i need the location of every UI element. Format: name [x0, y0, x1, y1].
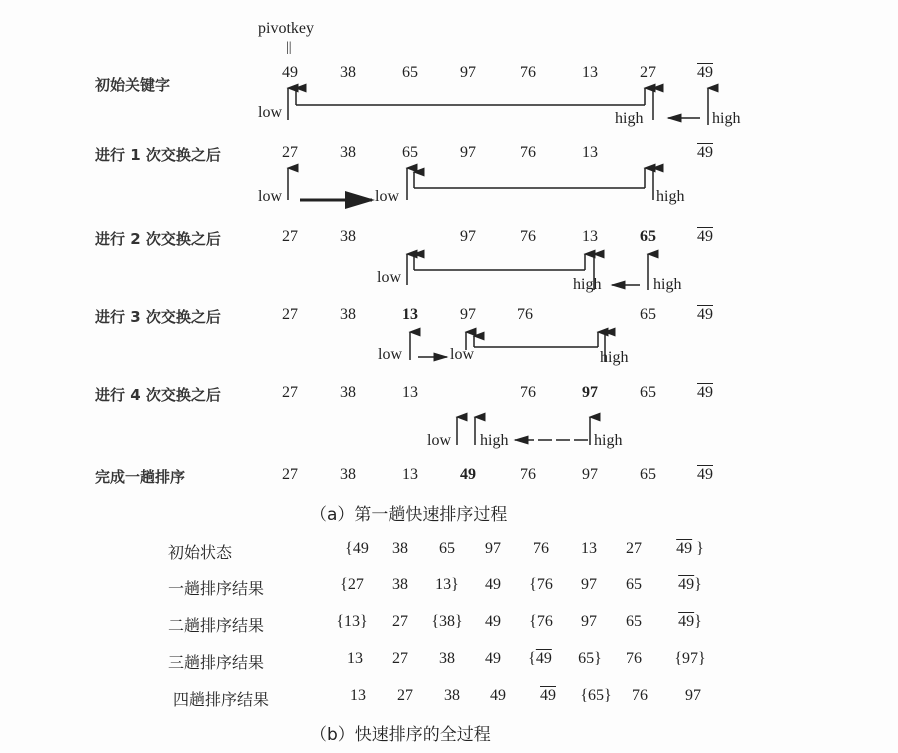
- key-value: 76: [533, 540, 549, 557]
- key-value: 27: [626, 540, 642, 557]
- key-value: 49: [697, 466, 713, 483]
- key-value: {13}: [336, 613, 368, 630]
- key-value: 97: [581, 576, 597, 593]
- key-value: 49: [697, 384, 713, 401]
- high-pointer-label: high: [600, 349, 629, 366]
- key-value: 76: [632, 687, 648, 704]
- key-value: 49: [282, 64, 298, 81]
- key-value: 13: [582, 144, 598, 161]
- key-value: 13: [581, 540, 597, 557]
- key-value: 13: [582, 64, 598, 81]
- key-value: 49: [697, 306, 713, 323]
- key-value: 27: [282, 466, 298, 483]
- key-value: 49: [697, 64, 713, 81]
- row-label: 四趟排序结果: [173, 690, 270, 709]
- key-value: 49}: [678, 613, 702, 630]
- low-pointer-label: low: [258, 188, 282, 205]
- key-value: 13}: [435, 576, 459, 593]
- key-value: 27: [282, 228, 298, 245]
- key-value: 65: [640, 466, 656, 483]
- row-label: 初始关键字: [95, 76, 171, 94]
- high-pointer-label: high: [656, 188, 685, 205]
- key-value: 65: [640, 306, 656, 323]
- key-value: 38: [392, 576, 408, 593]
- row-label: 三趟排序结果: [168, 653, 265, 672]
- part-a-caption: （a）第一趟快速排序过程: [310, 505, 508, 525]
- key-value: 13: [402, 466, 418, 483]
- low-pointer-label: low: [377, 269, 401, 286]
- key-value: 49: [485, 613, 501, 630]
- key-value: {76: [529, 576, 553, 593]
- key-value: 49: [485, 576, 501, 593]
- key-value: 76: [520, 64, 536, 81]
- key-value: 38: [340, 466, 356, 483]
- key-value: 27: [397, 687, 413, 704]
- key-value: 38: [392, 540, 408, 557]
- low-pointer-label: low: [378, 346, 402, 363]
- key-value: 49: [697, 228, 713, 245]
- key-value: 97: [460, 306, 476, 323]
- key-value: 49}: [678, 576, 702, 593]
- key-value: 97: [485, 540, 501, 557]
- key-value: 65: [640, 384, 656, 401]
- key-value: 76: [520, 384, 536, 401]
- key-value: 38: [340, 306, 356, 323]
- key-value: 65: [439, 540, 455, 557]
- key-value: 65: [402, 64, 418, 81]
- key-value: {97}: [674, 650, 706, 667]
- key-value: 38: [340, 228, 356, 245]
- high-pointer-label: high: [573, 276, 602, 293]
- key-value: 97: [581, 613, 597, 630]
- row-label: 初始状态: [168, 543, 233, 562]
- key-value: {49: [345, 540, 369, 557]
- pivotkey-label: pivotkey: [258, 20, 314, 37]
- key-value: 97: [460, 144, 476, 161]
- key-value: 49: [460, 466, 476, 483]
- row-label: 二趟排序结果: [168, 616, 265, 635]
- key-value: {49: [528, 650, 552, 667]
- key-value: 38: [439, 650, 455, 667]
- key-value: 65: [626, 613, 642, 630]
- low-pointer-label: low: [450, 346, 474, 363]
- low-pointer-label: low: [427, 432, 451, 449]
- key-value: {27: [340, 576, 364, 593]
- row-label: 进行 3 次交换之后: [95, 308, 221, 326]
- key-value: 13: [582, 228, 598, 245]
- key-value: 76: [520, 466, 536, 483]
- key-value: 38: [340, 64, 356, 81]
- key-value: 27: [392, 613, 408, 630]
- key-value: 76: [520, 144, 536, 161]
- key-value: 76: [520, 228, 536, 245]
- key-value: 65}: [578, 650, 602, 667]
- high-pointer-label: high: [480, 432, 509, 449]
- key-value: 49: [697, 144, 713, 161]
- key-value: 27: [282, 144, 298, 161]
- key-value: 97: [582, 384, 598, 401]
- key-value: 38: [444, 687, 460, 704]
- key-value: 38: [340, 144, 356, 161]
- key-value: 97: [582, 466, 598, 483]
- key-value: {65}: [580, 687, 612, 704]
- key-value: 76: [517, 306, 533, 323]
- key-value: 49 }: [676, 540, 704, 557]
- key-value: 65: [626, 576, 642, 593]
- high-pointer-label: high: [712, 110, 741, 127]
- key-value: 49: [485, 650, 501, 667]
- key-value: 27: [392, 650, 408, 667]
- key-value: 97: [685, 687, 701, 704]
- key-value: 49: [540, 687, 556, 704]
- low-pointer-label: low: [258, 104, 282, 121]
- key-value: 76: [626, 650, 642, 667]
- pivot-marker: ||: [286, 40, 292, 55]
- part-b-caption: （b）快速排序的全过程: [310, 725, 491, 745]
- row-label: 进行 4 次交换之后: [95, 386, 221, 404]
- low-pointer-label: low: [375, 188, 399, 205]
- key-value: 13: [402, 306, 418, 323]
- key-value: {38}: [431, 613, 463, 630]
- key-value: 13: [350, 687, 366, 704]
- key-value: {76: [529, 613, 553, 630]
- high-pointer-label: high: [594, 432, 623, 449]
- row-label: 一趟排序结果: [168, 579, 265, 598]
- key-value: 13: [347, 650, 363, 667]
- row-label: 进行 2 次交换之后: [95, 230, 221, 248]
- key-value: 13: [402, 384, 418, 401]
- row-label: 进行 1 次交换之后: [95, 146, 221, 164]
- key-value: 97: [460, 228, 476, 245]
- key-value: 49: [490, 687, 506, 704]
- key-value: 97: [460, 64, 476, 81]
- high-pointer-label: high: [615, 110, 644, 127]
- key-value: 27: [282, 306, 298, 323]
- key-value: 65: [402, 144, 418, 161]
- key-value: 27: [640, 64, 656, 81]
- high-pointer-label: high: [653, 276, 682, 293]
- key-value: 38: [340, 384, 356, 401]
- key-value: 27: [282, 384, 298, 401]
- key-value: 65: [640, 228, 656, 245]
- row-label: 完成一趟排序: [95, 468, 186, 486]
